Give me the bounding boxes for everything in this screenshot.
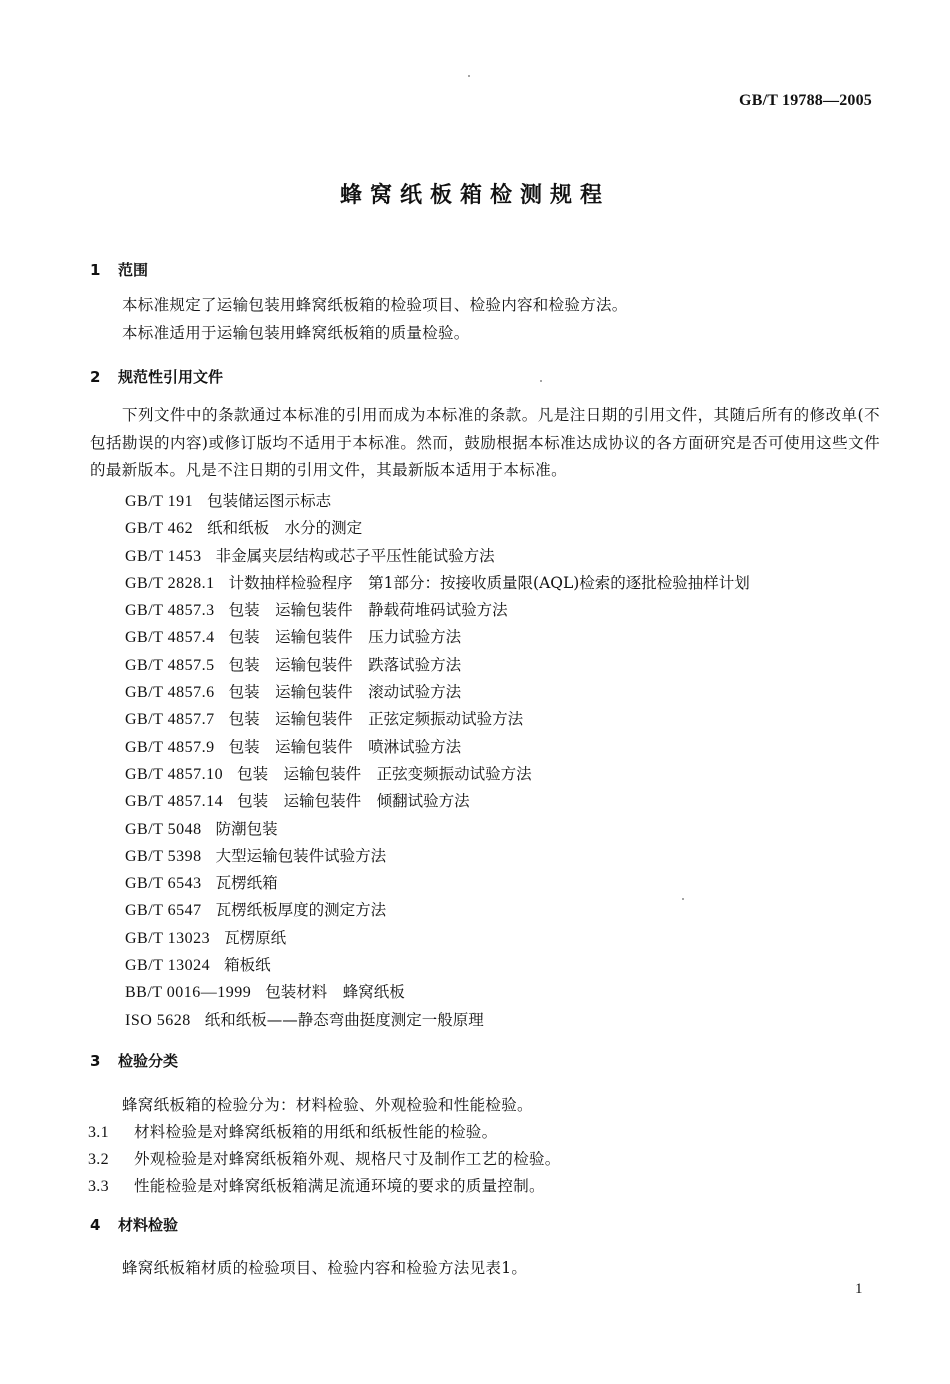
subsection-number: 3.2 [88,1151,109,1168]
reference-title: 包装 运输包装件 压力试验方法 [228,628,462,647]
reference-item [125,488,750,515]
subsection-3-2 [88,1147,561,1169]
section-title: 范围 [118,261,149,279]
section-2-heading [90,366,223,387]
section-number: 4 [90,1216,101,1234]
reference-title: 纸和纸板 水分的测定 [207,519,363,538]
subsection-number: 3.3 [88,1178,109,1195]
reference-code: GB/T 13024 [125,957,211,975]
reference-code: GB/T 4857.4 [125,629,215,647]
reference-title: 箱板纸 [224,956,271,975]
subsection-text: 性能检验是对蜂窝纸板箱满足流通环境的要求的质量控制。 [134,1177,545,1195]
reference-item [125,679,750,706]
reference-code: GB/T 5398 [125,847,202,865]
reference-item [125,652,750,679]
section-1-line: 本标准规定了运输包装用蜂窝纸板箱的检验项目、检验内容和检验方法。 [122,296,628,314]
section-2-intro: 下列文件中的条款通过本标准的引用而成为本标准的条款。凡是注日期的引用文件，其随后所有的修改单(不包括勘误的内容)或修订版均不适用于本标准。然而，鼓励根据本标准达成协议的各方面研究是否可使用这些文件的最新版本。凡是不注日期的引用文件，其最新版本适用于本标准。 [90,406,880,479]
subsection-text: 材料检验是对蜂窝纸板箱的用纸和纸板性能的检验。 [134,1123,498,1141]
reference-code: GB/T 2828.1 [125,574,215,592]
section-number: 1 [90,261,101,279]
subsection-text: 外观检验是对蜂窝纸板箱外观、规格尺寸及制作工艺的检验。 [134,1150,561,1168]
section-3-intro: 蜂窝纸板箱的检验分为：材料检验、外观检验和性能检验。 [122,1096,533,1114]
reference-code: GB/T 191 [125,493,194,510]
reference-item [125,597,750,624]
scan-speck [540,380,542,382]
reference-title: 非金属夹层结构或芯子平压性能试验方法 [215,546,495,565]
reference-title: 包装储运图示标志 [207,492,332,510]
reference-item [125,897,750,924]
reference-item [125,570,750,597]
reference-item [125,734,750,761]
subsection-3-1 [88,1120,497,1142]
standard-number: GB/T 19788—2005 [739,92,872,109]
reference-item [125,816,750,843]
section-number: 3 [90,1052,101,1070]
reference-code: GB/T 4857.14 [125,793,224,811]
reference-title: 包装 运输包装件 喷淋试验方法 [228,737,462,756]
reference-code: GB/T 4857.7 [125,711,215,729]
reference-title: 包装 运输包装件 正弦定频振动试验方法 [228,710,524,729]
reference-title: 包装 运输包装件 跌落试验方法 [228,655,462,674]
reference-title: 防潮包装 [215,819,278,838]
reference-item [125,761,750,788]
reference-item [125,706,750,733]
reference-title: 包装 运输包装件 倾翻试验方法 [237,792,470,811]
reference-item [125,870,750,897]
scan-speck [468,75,470,77]
page-number: 1 [855,1281,863,1297]
reference-code: GB/T 4857.6 [125,684,215,702]
reference-title: 瓦楞原纸 [224,928,287,947]
reference-title: 瓦楞纸箱 [215,874,278,893]
reference-item [125,788,750,815]
reference-item [125,952,750,979]
subsection-3-3 [88,1174,545,1196]
reference-item [125,624,750,651]
reference-item [125,843,750,870]
reference-code: GB/T 1453 [125,547,202,565]
section-title: 规范性引用文件 [118,368,224,386]
reference-code: GB/T 6547 [125,902,202,920]
reference-title: 大型运输包装件试验方法 [215,846,387,865]
reference-code: GB/T 6543 [125,875,202,893]
reference-title: 瓦楞纸板厚度的测定方法 [215,901,387,920]
subsection-number: 3.1 [88,1124,109,1141]
reference-code: GB/T 13023 [125,929,211,947]
reference-code: GB/T 4857.9 [125,738,215,756]
reference-item [125,1007,750,1034]
reference-title: 纸和纸板——静态弯曲挺度测定一般原理 [204,1010,484,1029]
section-1-line: 本标准适用于运输包装用蜂窝纸板箱的质量检验。 [122,324,470,342]
reference-code: ISO 5628 [125,1011,191,1029]
reference-title: 包装 运输包装件 正弦变频振动试验方法 [237,764,532,783]
reference-title: 包装材料 蜂窝纸板 [265,983,405,1002]
reference-title: 计数抽样检验程序 第1部分：按接收质量限(AQL)检索的逐批检验抽样计划 [228,573,750,592]
section-4-intro: 蜂窝纸板箱材质的检验项目、检验内容和检验方法见表1。 [122,1259,528,1277]
section-title: 检验分类 [118,1052,179,1070]
section-3-heading [90,1050,178,1071]
section-4-heading [90,1214,178,1235]
reference-item [125,543,750,570]
reference-code: GB/T 4857.3 [125,602,215,620]
reference-title: 包装 运输包装件 静载荷堆码试验方法 [228,601,508,620]
reference-item [125,515,750,542]
reference-code: GB/T 4857.5 [125,656,215,674]
scan-speck [682,898,684,900]
document-title: 蜂窝纸板箱检测规程 [339,183,610,208]
reference-code: BB/T 0016—1999 [125,984,252,1002]
section-title: 材料检验 [118,1216,179,1234]
section-number: 2 [90,368,101,386]
reference-list [125,488,750,1034]
reference-item [125,925,750,952]
reference-code: GB/T 462 [125,520,194,538]
reference-title: 包装 运输包装件 滚动试验方法 [228,683,462,702]
reference-code: GB/T 4857.10 [125,765,224,783]
reference-code: GB/T 5048 [125,820,202,838]
reference-item [125,979,750,1006]
section-1-heading [90,259,148,280]
